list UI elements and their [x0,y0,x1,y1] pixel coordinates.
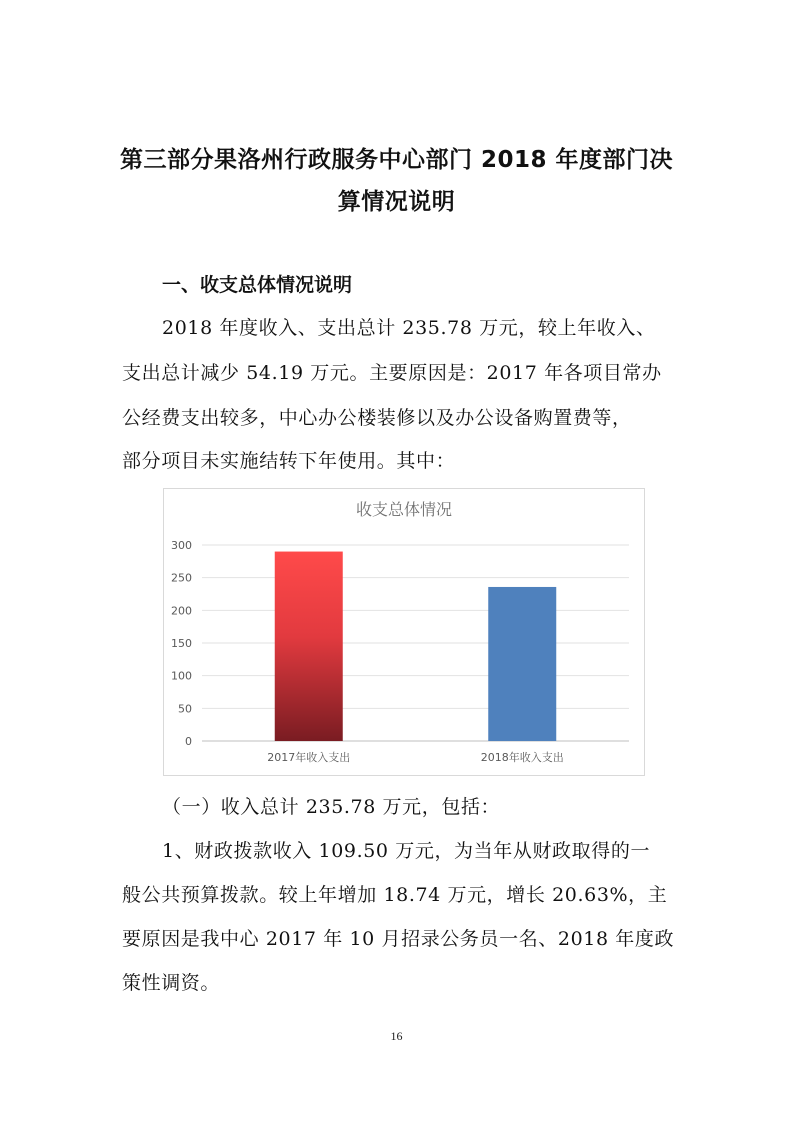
chart-y-tick-label: 0 [185,735,192,748]
chart-y-tick-label: 300 [171,539,192,552]
chart-y-tick-label: 50 [178,702,192,716]
chart-y-axis [171,539,192,748]
chart-x-axis [267,750,564,764]
chart-y-tick-label: 200 [171,604,192,618]
section-heading: 一、收支总体情况说明 [162,274,353,296]
chart-bar [275,552,343,741]
chart-title: 收支总体情况 [355,500,453,519]
chart-x-tick-label: 2018年收入支出 [480,751,564,764]
paragraph-line: 1、财政拨款收入 109.50 万元，为当年从财政取得的一 [162,840,651,862]
paragraph-line: 公经费支出较多，中心办公楼装修以及办公设备购置费等， [122,407,632,429]
document-title-line-1: 第三部分果洛州行政服务中心部门 2018 年度部门决 [119,147,674,173]
paragraph-line: 要原因是我中心 2017 年 10 月招录公务员一名、2018 年度政 [122,928,675,950]
chart-bar [488,587,556,741]
income-expense-chart [163,488,645,776]
document-title-line-2: 算情况说明 [337,189,456,215]
paragraph-line: 部分项目未实施结转下年使用。其中： [122,450,456,472]
chart-svg [164,489,644,775]
chart-y-tick-label: 250 [171,571,192,585]
chart-gridlines [202,545,629,741]
paragraph-line: 策性调资。 [122,972,221,994]
chart-x-tick-label: 2017年收入支出 [267,751,351,764]
chart-bars [275,552,557,741]
page-number: 16 [390,1029,403,1043]
sub-heading: （一）收入总计 235.78 万元，包括： [162,796,501,818]
paragraph-line: 支出总计减少 54.19 万元。主要原因是：2017 年各项目常办 [122,362,662,384]
paragraph-line: 2018 年度收入、支出总计 235.78 万元，较上年收入、 [162,317,656,339]
chart-y-tick-label: 100 [171,669,192,683]
paragraph-line: 般公共预算拨款。较上年增加 18.74 万元，增长 20.63%，主 [122,884,668,906]
chart-y-tick-label: 150 [171,637,192,650]
